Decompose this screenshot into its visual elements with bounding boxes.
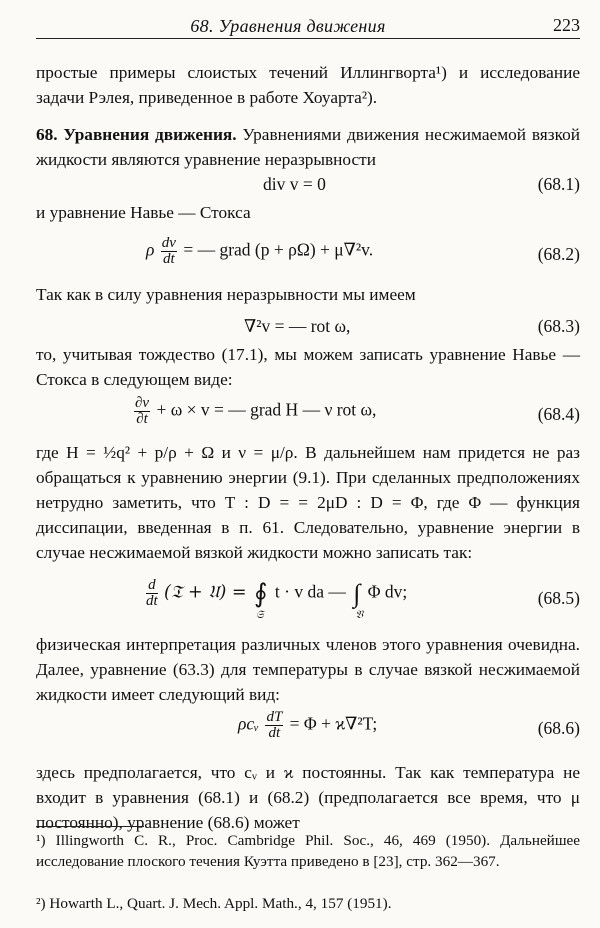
equation-number: (68.2) bbox=[537, 244, 580, 264]
fraction-numerator: ∂v bbox=[135, 395, 150, 411]
footnote-rule bbox=[36, 826, 144, 827]
integrand-volume: Φ dv; bbox=[367, 581, 408, 602]
section-68-paragraph bbox=[36, 122, 580, 172]
running-header bbox=[36, 10, 580, 39]
paragraph-interpretation: физическая интерпретация различных членов этого уравнения очевидна. Далее, уравнение (63.3) для температуры в случае вязкой несжимаемой жидкости имеет следующий вид: bbox=[36, 635, 580, 704]
paragraph-temperature: здесь предполагается, что cᵥ и ϰ постоянны. Так как температура не входит в уравнения (68.1) и (68.2) (предполагается все время, что μ постоянно), уравнение (68.6) может bbox=[36, 763, 580, 832]
fraction-denominator: dt bbox=[268, 725, 281, 741]
section-heading: 68. Уравнения движения. bbox=[36, 125, 237, 144]
paragraph-navier-intro: и уравнение Навье — Стокса bbox=[36, 203, 251, 222]
fraction-denominator: dt bbox=[163, 251, 175, 267]
running-title: 68. Уравнения движения bbox=[190, 16, 386, 36]
equation-68-1 bbox=[36, 168, 580, 198]
equation-68-4 bbox=[36, 392, 580, 436]
equation-number: (68.6) bbox=[537, 718, 580, 738]
equation-body: div v = 0 bbox=[263, 174, 326, 194]
equation-68-5 bbox=[36, 574, 580, 626]
volume-integral-sign: ∫ 𝔙 bbox=[353, 578, 363, 621]
fraction-numerator: d bbox=[146, 578, 158, 594]
fraction-denominator: dt bbox=[146, 593, 158, 609]
volume-label: 𝔙 bbox=[355, 608, 363, 621]
equation-number: (68.3) bbox=[537, 316, 580, 336]
paragraph-intro: простые примеры слоистых течений Иллингворта¹) и исследование задачи Рэлея, приведенное в работе Хоуарта²). bbox=[36, 63, 580, 107]
fraction-denominator: ∂t bbox=[136, 411, 148, 427]
paragraph-identity: то, учитывая тождество (17.1), мы можем записать уравнение Навье — Стокса в следующем виде: bbox=[36, 345, 580, 389]
equation-68-6 bbox=[36, 706, 580, 750]
equation-68-3 bbox=[36, 310, 580, 340]
rho-symbol: ρ bbox=[146, 239, 155, 260]
footnote-2: ²) Howarth L., Quart. J. Mech. Appl. Math., 4, 157 (1951). bbox=[36, 895, 392, 912]
fraction-numerator: dv bbox=[161, 235, 176, 251]
equation-body: ∇²v = — rot ω, bbox=[244, 316, 351, 336]
equation-68-2 bbox=[36, 232, 580, 276]
footnote-1: ¹) Illingworth C. R., Proc. Cambridge Phil. Soc., 46, 469 (1950). Дальнейшее исследование плоского течения Куэтта приведено в [23], стр. 362—367. bbox=[36, 832, 580, 870]
paragraph-energy: где H = ½q² + p/ρ + Ω и ν = μ/ρ. В дальнейшем нам придется не раз обращаться к уравнению энергии (9.1). При сделанных предположениях нетрудно заметить, что T : D = = 2μD : D = Φ, где Φ — функция диссипации, введенная в п. 61. Следовательно, уравнение энергии в случае несжимаемой вязкой жидкости можно записать так: bbox=[36, 443, 580, 562]
equation-number: (68.5) bbox=[537, 588, 580, 608]
page-number: 223 bbox=[553, 15, 580, 35]
equation-rhs: + ω × v = — grad H — ν rot ω, bbox=[156, 399, 377, 420]
section-text: Уравнениями движения несжимаемой вязкой жидкости являются уравнение неразрывности bbox=[36, 125, 580, 169]
equation-number: (68.1) bbox=[537, 174, 580, 194]
fraction-numerator: dT bbox=[266, 709, 283, 725]
equation-number: (68.4) bbox=[537, 404, 580, 424]
equation-mid: (𝔗 + 𝔘) = bbox=[164, 582, 247, 603]
equation-prefix: ρcᵥ bbox=[238, 713, 260, 734]
equation-rhs: = — grad (p + ρΩ) + μ∇²v. bbox=[183, 239, 374, 260]
integrand-surface: t · v da — bbox=[274, 581, 346, 602]
surface-label: 𝔖 bbox=[255, 608, 264, 621]
paragraph-continuity: Так как в силу уравнения неразрывности мы имеем bbox=[36, 285, 416, 304]
equation-rhs: = Φ + ϰ∇²T; bbox=[289, 713, 378, 734]
contour-integral-sign: ∮ 𝔖 bbox=[253, 578, 268, 621]
